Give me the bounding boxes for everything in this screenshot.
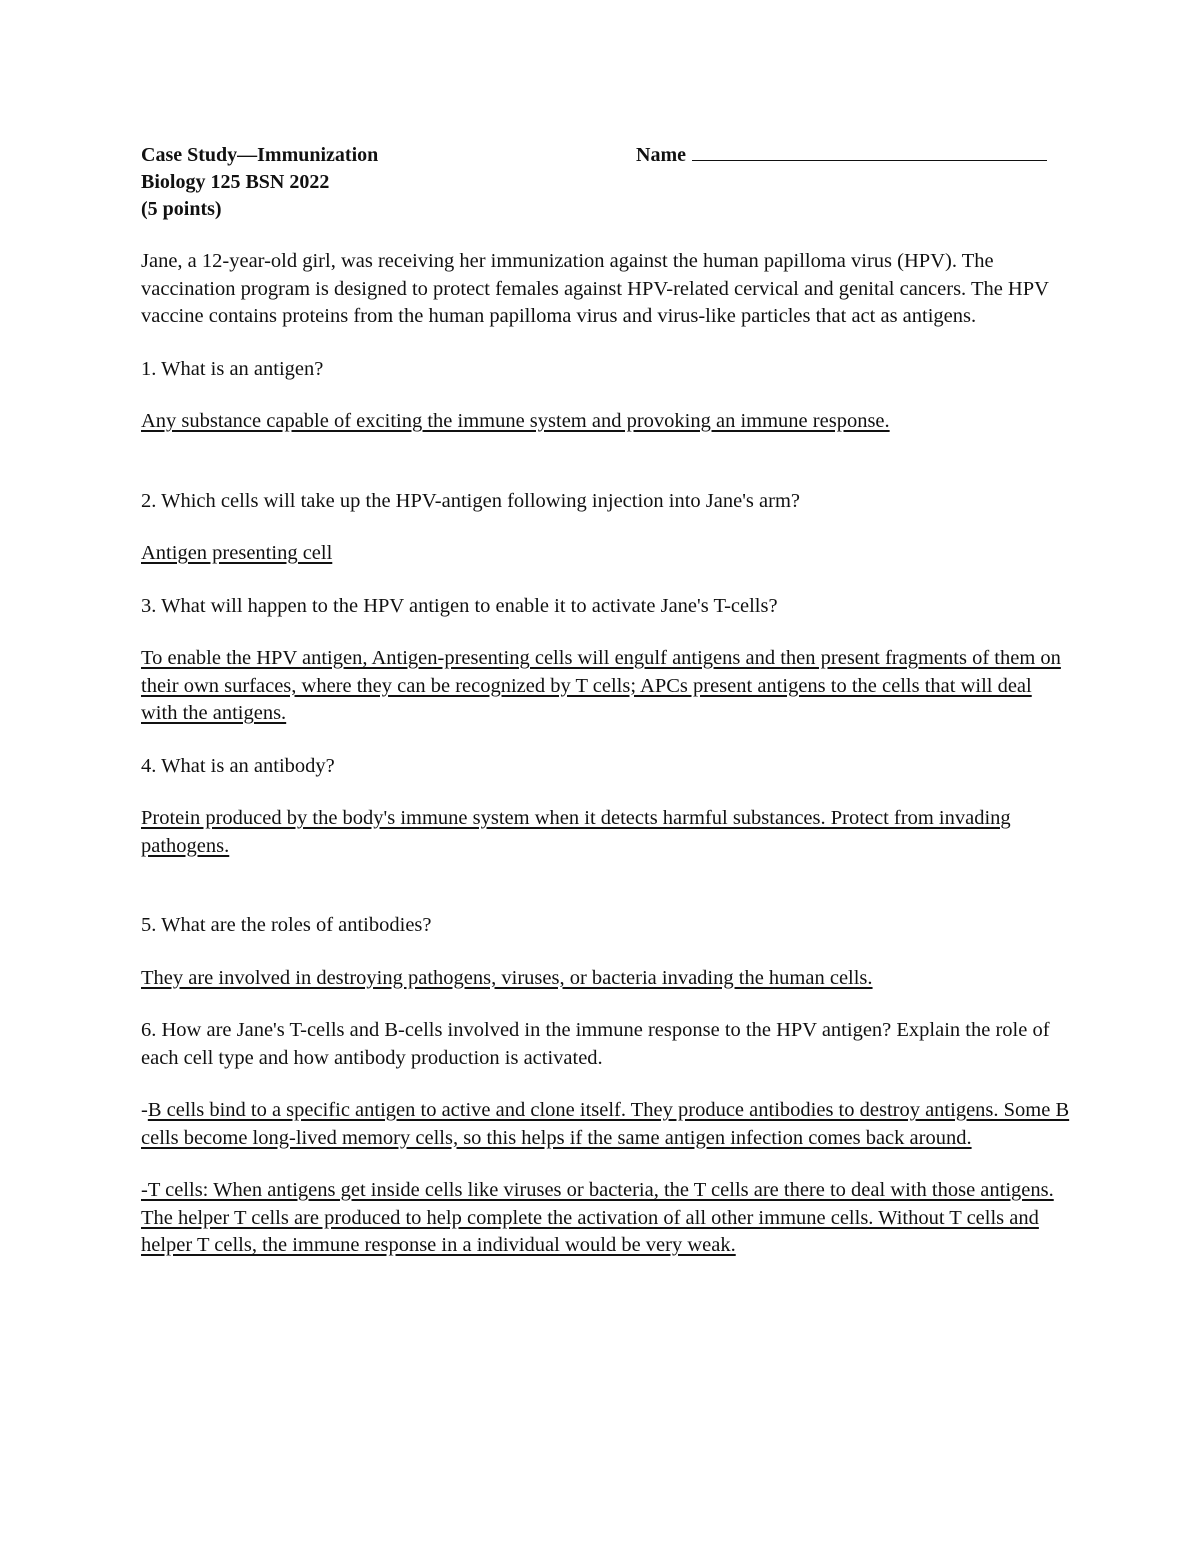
answer-3: To enable the HPV antigen, Antigen-presenting cells will engulf antigens and then present fragments of them on their own surfaces, where they can be recognized by T cells; APCs present antigens to the cells that will deal with the antigens. bbox=[141, 647, 1061, 724]
course-label: Biology 125 BSN 2022 bbox=[141, 171, 330, 193]
answer-2: Antigen presenting cell bbox=[141, 542, 333, 564]
document-page bbox=[141, 142, 1071, 1260]
answer-6-t-cells: -T cells: When antigens get inside cells like viruses or bacteria, the T cells are there to deal with those antigens. The helper T cells are produced to help complete the activation of all other immune cells. Without T cells and helper T cells, the immune response in a individual would be very weak. bbox=[141, 1179, 1054, 1256]
answer-6-b-cells bbox=[141, 1097, 1071, 1152]
question-2: 2. Which cells will take up the HPV-antigen following injection into Jane's arm? bbox=[141, 489, 800, 512]
question-4: 4. What is an antibody? bbox=[141, 754, 335, 777]
document-header bbox=[141, 142, 1071, 223]
answer-6-b-cells-text: B cells bind to a specific antigen to active and clone itself. They produce antibodies to destroy antigens. Some B cells become long-lived memory cells, so this helps if the same antigen infection comes back around. bbox=[141, 1099, 1070, 1149]
answer-4: Protein produced by the body's immune system when it detects harmful substances. Protect from invading pathogens. bbox=[141, 807, 1011, 857]
intro-paragraph: Jane, a 12-year-old girl, was receiving her immunization against the human papilloma virus (HPV). The vaccination program is designed to protect females against HPV-related cervical and genital cancers. The HPV vaccine contains proteins from the human papilloma virus and virus-like particles that act as antigens. bbox=[141, 250, 1049, 327]
question-5: 5. What are the roles of antibodies? bbox=[141, 914, 432, 936]
answer-5: They are involved in destroying pathogens, viruses, or bacteria invading the human cells. bbox=[141, 966, 873, 989]
answer-6-b-cells-dash: - bbox=[141, 1099, 148, 1121]
name-label: Name bbox=[636, 144, 686, 166]
question-1: 1. What is an antigen? bbox=[141, 357, 324, 380]
question-6: 6. How are Jane's T-cells and B-cells involved in the immune response to the HPV antigen? Explain the role of each cell type and how antibody production is activated. bbox=[141, 1019, 1050, 1069]
document-title: Case Study—Immunization bbox=[141, 144, 379, 166]
name-field bbox=[636, 142, 1047, 169]
answer-1: Any substance capable of exciting the immune system and provoking an immune response. bbox=[141, 410, 890, 432]
points-label: (5 points) bbox=[141, 198, 222, 220]
question-3: 3. What will happen to the HPV antigen to enable it to activate Jane's T-cells? bbox=[141, 594, 778, 617]
name-blank-line bbox=[692, 142, 1047, 161]
